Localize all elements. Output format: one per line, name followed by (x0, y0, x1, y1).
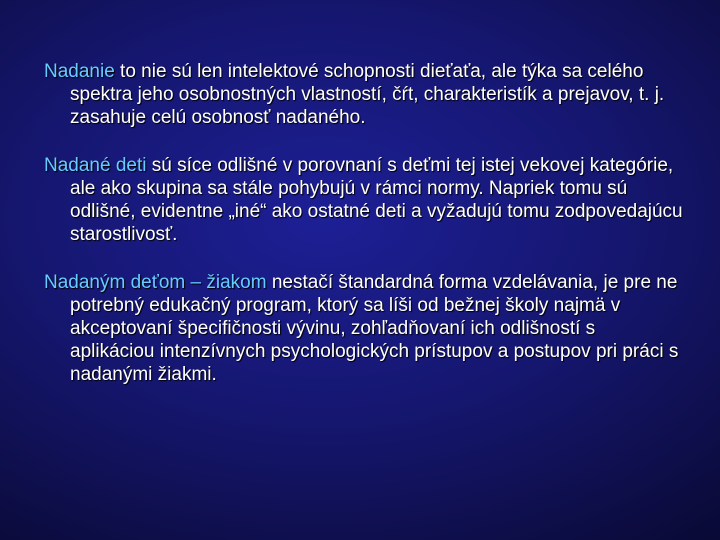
paragraph-nadanie (44, 60, 684, 129)
lead-term: Nadanie (44, 61, 115, 82)
paragraph-text: sú síce odlišné v porovnaní s deťmi tej istej vekovej kategórie, ale ako skupina sa stále pohybujú v rámci normy. Napriek tomu sú odlišné, evidentne „iné“ ako ostatné deti a vyžadujú tomu zodpovedajúcu starostlivosť. (70, 155, 683, 245)
lead-term: Nadané deti (44, 155, 147, 176)
lead-term: Nadaným deťom – žiakom (44, 272, 267, 293)
slide-content (44, 60, 684, 411)
paragraph-nadane-deti (44, 154, 684, 246)
paragraph-nadanym-detom (44, 271, 684, 386)
paragraph-text: to nie sú len intelektové schopnosti dieťaťa, ale týka sa celého spektra jeho osobnostných vlastností, čŕt, charakteristík a prejavov, t. j. zasahuje celú osobnosť nadaného. (70, 61, 665, 128)
paragraph-text: nestačí štandardná forma vzdelávania, je pre ne potrebný edukačný program, ktorý sa líši od bežnej školy najmä v akceptovaní špecifičnosti vývinu, zohľadňovaní ich odlišností s aplikáciou intenzívnych psychologických prístupov a postupov pri práci s nadanými žiakmi. (70, 272, 679, 385)
